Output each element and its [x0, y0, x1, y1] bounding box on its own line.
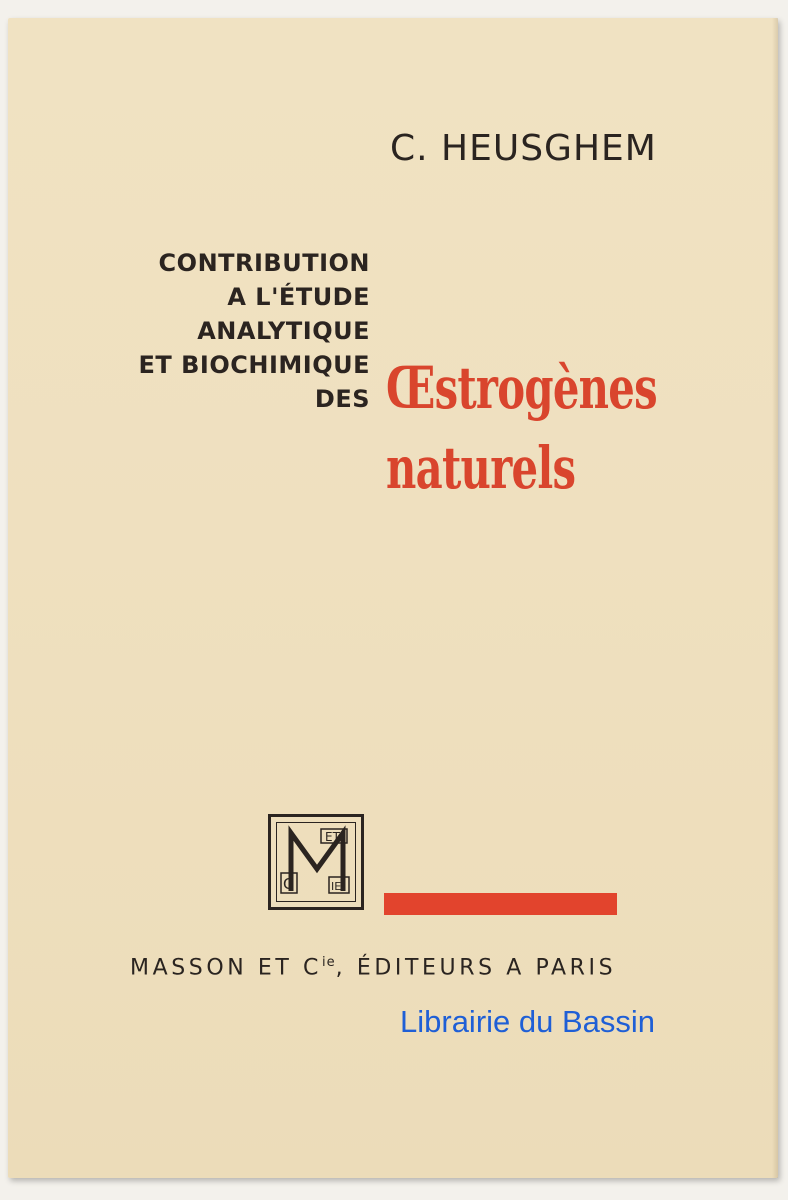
subtitle-line: DES — [314, 385, 370, 413]
publisher-line — [130, 955, 616, 980]
subtitle-line: ANALYTIQUE — [197, 317, 370, 345]
publisher-logo-frame — [276, 822, 356, 902]
decorative-red-bar — [384, 893, 617, 915]
publisher-city: , ÉDITEURS A PARIS — [335, 955, 617, 981]
subtitle-line: CONTRIBUTION — [158, 249, 370, 277]
author-name: C. HEUSGHEM — [390, 128, 657, 169]
svg-text:C: C — [283, 875, 294, 893]
subtitle-block — [139, 246, 370, 416]
publisher-logo — [268, 814, 364, 910]
subtitle-line: A L'ÉTUDE — [227, 283, 370, 311]
cover-edge-shadow — [772, 18, 778, 1178]
publisher-superscript: ie — [322, 955, 336, 970]
svg-text:IE: IE — [331, 880, 342, 893]
book-cover — [8, 18, 778, 1178]
title-line: naturels — [386, 434, 576, 502]
publisher-name: MASSON ET C — [130, 955, 323, 981]
seller-watermark: Librairie du Bassin — [400, 1004, 656, 1039]
monogram-icon — [277, 823, 356, 902]
title-line: Œstrogènes — [386, 354, 657, 422]
book-title — [386, 348, 657, 508]
subtitle-line: ET BIOCHIMIQUE — [138, 351, 370, 379]
svg-text:ET: ET — [325, 830, 340, 844]
